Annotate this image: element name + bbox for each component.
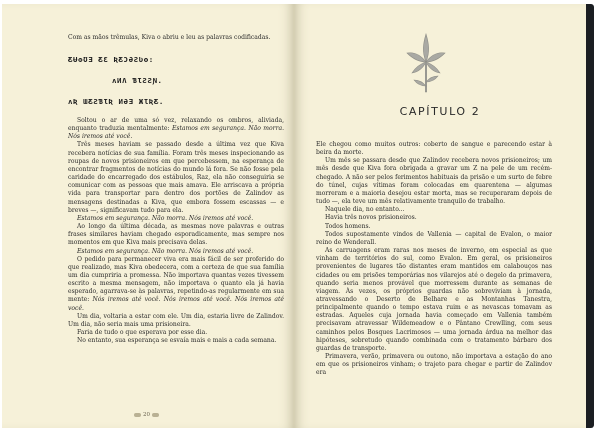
ornament-icon [152,413,159,417]
cipher-line-3: ʌƦ ƜƸƧƁƖƦ ИƏƎ ЖƖƦƸ. [68,97,164,106]
ornament-icon [134,413,141,417]
paragraph: Todos homens. [325,222,371,230]
paragraph: Um mês se passara desde que Zalindov recebera novos prisioneiros; um mês desde que Kiva fora obrigada a gravar um Z na pele de um recém-chegado. A não ser pelos ferimentos habituais da prisão e um surto de febre do túnel, cujas vítimas foram colocadas em quarentena — algumas morreram e a maioria desejou estar morta, mas se recuperaram depois de tudo —, ela teve um mês relativamente tranquilo de trabalho. [316,157,552,206]
lily-flower-icon [406,32,446,94]
paragraph: Estamos em segurança. Não morra. Nós iremos até você. [77,214,254,222]
paragraph: Primavera, verão, primavera ou outono, não importava a estação do ano em que os prisioneiros vinham; o trajeto para chegar e partir de Zalindov era [316,353,552,377]
paragraph: Um dia, voltaria a estar com ele. Um dia, estaria livre de Zalindov. Um dia, não seria mais uma prisioneira. [68,312,284,328]
paragraph: Soltou o ar de uma só vez, relaxando os ombros, aliviada, enquanto traduzia mentalmente: Estamos em segurança. Não morra. Nós iremos até você. [68,117,284,141]
chapter-title: CAPÍTULO 2 [399,105,481,118]
paragraph: Ao longo da última década, as mesmas nove palavras e outras frases similares haviam chegado esporadicamente, mas sempre nos momentos em que Kiva mais precisava delas. [68,223,284,247]
paragraph: Estamos em segurança. Não morra. Nós iremos até você. [77,247,254,255]
paragraph: As carruagens eram raras nos meses de inverno, em especial as que vinham de territórios do sul, como Evalon. Em geral, os prisioneiros provenientes de lugares tão distantes eram mantidos em calabouços nas cidades ou em prisões temporárias nos vilarejos até o degelo da primavera, quando seria menos provável que morressem durante as semanas de viagem. Às vezes, os próprios guardas não sobreviviam à jornada, atravessando o Deserto de Belhare e as Montanhas Tanestra, principalmente quando o tempo estava ruim e as nevascas tomavam as estradas. Aqueles cuja jornada havia começado em Vallenia também precisavam atravessar Wildemeadow e o Pântano Crewlling, com seus caminhos pelos Bosques Lacrimosos — uma jornada árdua na melhor das hipóteses, sobretudo quando combinada com o tratamento bárbaro dos guardas de transporte. [316,247,552,352]
paragraph: Naquele dia, no entanto... [325,206,405,214]
intro-paragraph: Com as mãos trêmulas, Kiva o abriu e leu as palavras codificadas. [68,34,271,41]
paragraph: Todos supostamente vindos de Vallenia — capital de Evalon, o maior reino de Wenderall. [316,230,552,246]
paragraph: Havia três novos prisioneiros. [325,214,417,222]
cipher-line-1: ƸɄʘƱƎ ƸƐ ƦƸƆƏƧƲʘ: [68,55,154,64]
page-number: 20 [132,412,161,418]
paragraph: O pedido para permanecer viva era mais fácil de ser proferido do que realizado, mas Kiva obedecera, com a certeza de que sua família um dia cumpriria a promessa. Não importava quantas vezes tivessem escrito a mesma mensagem, não importava o quanto ela já havia esperado, agarrava-se às palavras, repetindo-as regularmente em sua mente: Nós iremos até você. Nós iremos até você. Nós iremos até você. [68,255,284,312]
cipher-line-2: ʌИɅ ƁƖƧƧƝ. [112,76,163,85]
paragraph: Três meses haviam se passado desde a última vez que Kiva recebera notícias de sua família. Foram três meses inspecionando as roupas de novos prisioneiros em que percebessem, na esperança de encontrar fragmentos de notícias do mundo lá fora. Se não fosse pela caridade do encarregado dos estábulos, Raz, ela não conseguiria se comunicar com as pessoas que mais amava. Ele arriscava a própria vida para transportar para dentro dos portões de Zalindov as mensagens destinadas a Kiva, que embora fossem escassas — e breves —, significavam tudo para ela. [68,141,284,214]
right-page [294,4,586,428]
intro-line [68,34,284,42]
paragraph: Faria de tudo o que esperava por esse dia. [77,329,208,337]
left-page [2,4,294,428]
left-body-text [68,117,284,345]
paragraph: No entanto, sua esperança se esvaía mais e mais a cada semana. [77,337,277,345]
right-body-text [316,141,552,378]
paragraph: Ele chegou como muitos outros: coberto de sangue e parecendo estar à beira da morte. [316,141,552,157]
